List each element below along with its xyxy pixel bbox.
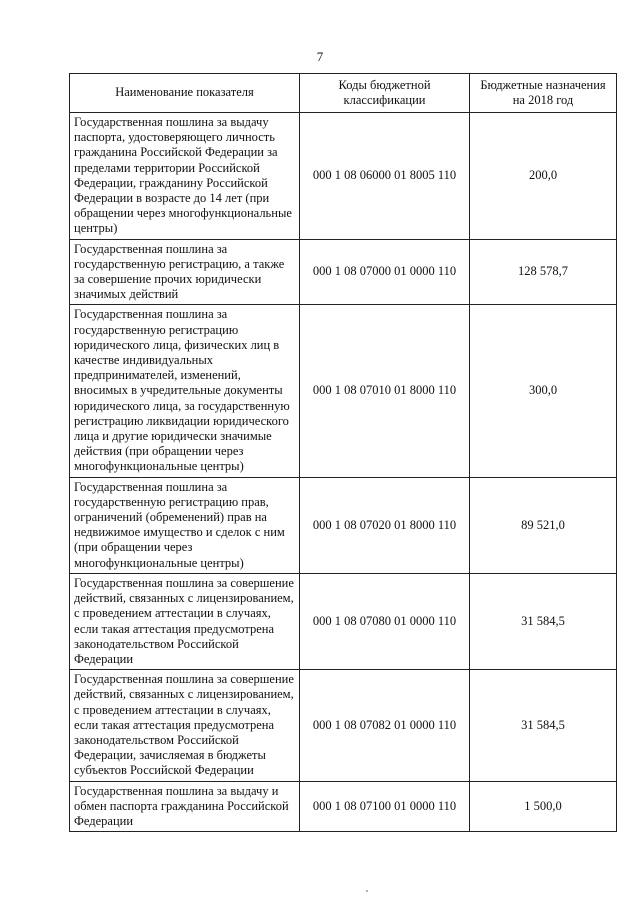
row-name: Государственная пошлина за выдачу паспорта, удостоверяющего личность гражданина Российской Федерации за пределами территории Российской Федерации, гражданину Российской Федерации в возрасте до 14 лет (при обращении через многофункциональные центры)	[70, 113, 300, 240]
row-value: 300,0	[470, 305, 617, 477]
row-value: 31 584,5	[470, 670, 617, 781]
row-value: 31 584,5	[470, 573, 617, 669]
table-row	[70, 781, 617, 832]
table-row	[70, 670, 617, 781]
row-code: 000 1 08 07080 01 0000 110	[300, 573, 470, 669]
header-code: Коды бюджетной классификации	[300, 74, 470, 113]
table-row	[70, 239, 617, 305]
row-value: 200,0	[470, 113, 617, 240]
table-row	[70, 477, 617, 573]
row-name: Государственная пошлина за совершение действий, связанных с лицензированием, с проведением аттестации в случаях, если такая аттестация предусмотрена законодательством Российской Федерации	[70, 573, 300, 669]
row-value: 89 521,0	[470, 477, 617, 573]
row-value: 128 578,7	[470, 239, 617, 305]
page-number: 7	[316, 49, 324, 64]
row-code: 000 1 08 07000 01 0000 110	[300, 239, 470, 305]
header-name: Наименование показателя	[70, 74, 300, 113]
row-name: Государственная пошлина за совершение действий, связанных с лицензированием, с проведением аттестации в случаях, если такая аттестация предусмотрена законодательством Российской Федерации, зачисляемая в бюджеты субъектов Российской Федерации	[70, 670, 300, 781]
row-code: 000 1 08 07082 01 0000 110	[300, 670, 470, 781]
row-name: Государственная пошлина за государственную регистрацию юридического лица, физических лиц в качестве индивидуальных предпринимателей, изменений, вносимых в учредительные документы юридического лица, за государственную регистрацию ликвидации юридического лица и другие юридически значимые действия (при обращении через многофункциональные центры)	[70, 305, 300, 477]
budget-table	[69, 73, 617, 832]
row-code: 000 1 08 06000 01 8005 110	[300, 113, 470, 240]
row-name: Государственная пошлина за выдачу и обмен паспорта гражданина Российской Федерации	[70, 781, 300, 832]
table-row	[70, 113, 617, 240]
table-row	[70, 305, 617, 477]
scan-speck	[366, 890, 368, 892]
row-name: Государственная пошлина за государственную регистрацию, а также за совершение прочих юридически значимых действий	[70, 239, 300, 305]
row-name: Государственная пошлина за государственную регистрацию прав, ограничений (обременений) прав на недвижимое имущество и сделок с ним (при обращении через многофункциональные центры)	[70, 477, 300, 573]
row-code: 000 1 08 07010 01 8000 110	[300, 305, 470, 477]
table-row	[70, 573, 617, 669]
table-body	[70, 113, 617, 832]
header-row	[70, 74, 617, 113]
row-code: 000 1 08 07100 01 0000 110	[300, 781, 470, 832]
header-value: Бюджетные назначения на 2018 год	[470, 74, 617, 113]
row-code: 000 1 08 07020 01 8000 110	[300, 477, 470, 573]
table-header	[70, 74, 617, 113]
row-value: 1 500,0	[470, 781, 617, 832]
